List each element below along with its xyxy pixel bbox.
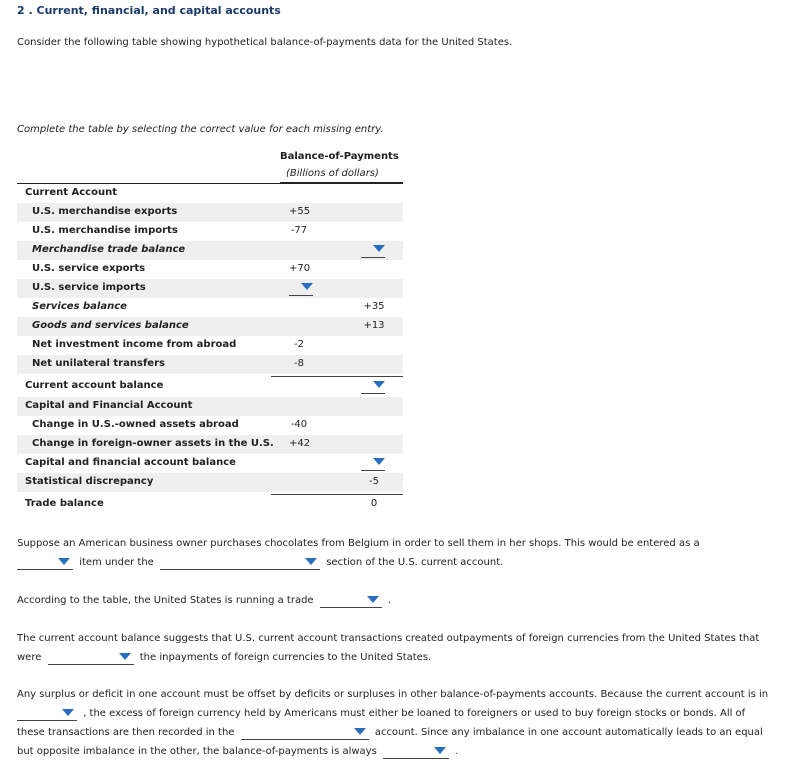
dropdown-arrow-icon: [373, 381, 385, 388]
dropdown-arrow-icon: [367, 596, 379, 603]
row-label: Goods and services balance: [32, 320, 189, 331]
table-row: [17, 473, 403, 492]
table-row: [17, 377, 403, 396]
table-row: [17, 397, 403, 416]
q1-text-1: Suppose an American business owner purchases chocolates from Belgium in order to sell them in her shops. This would be entered as a: [17, 538, 700, 549]
q1-section-dropdown[interactable]: [160, 555, 320, 570]
dropdown-arrow-icon: [373, 458, 385, 465]
table-row: [17, 241, 403, 260]
q4-always-dropdown[interactable]: [383, 744, 449, 759]
row-label: Current Account: [25, 187, 117, 198]
q1-text-3: section of the U.S. current account.: [326, 557, 504, 568]
q4-text-2: , the excess of foreign currency held by Americans must either be loaned to foreigners or used to buy foreign stocks or bonds. All of: [83, 708, 746, 719]
row-label: U.S. service exports: [32, 263, 146, 274]
dropdown-arrow-icon: [119, 653, 131, 660]
dropdown-arrow-icon: [354, 728, 366, 735]
row-value: -40: [290, 419, 308, 430]
dropdown-arrow-icon: [373, 245, 385, 252]
row-value: +35: [363, 301, 385, 312]
row-value: +70: [289, 263, 311, 274]
dropdown-arrow-icon: [301, 283, 313, 290]
capital-financial-balance-dropdown[interactable]: [361, 455, 385, 471]
table-row: [17, 435, 403, 454]
instruction-text: Complete the table by selecting the correct value for each missing entry.: [17, 124, 384, 135]
q3-text-3: the inpayments of foreign currencies to the United States.: [139, 652, 432, 663]
table-row: [17, 317, 403, 336]
row-label: Capital and financial account balance: [25, 457, 236, 468]
table-row: [17, 222, 403, 241]
row-value: -77: [290, 225, 308, 236]
table-row: [17, 203, 403, 222]
row-label: Current account balance: [25, 380, 164, 391]
row-value: 0: [370, 498, 378, 509]
table-row: [17, 355, 403, 374]
question-3: [17, 629, 760, 667]
row-label: Statistical discrepancy: [25, 476, 154, 487]
table-row: [17, 184, 403, 203]
q1-item-type-dropdown[interactable]: [17, 555, 73, 570]
question-1: [17, 534, 757, 572]
q4-text-1: Any surplus or deficit in one account must be offset by deficits or surpluses in other balance-of-payments accounts. Because the current account is in: [17, 689, 769, 700]
question-4: [17, 685, 769, 761]
current-account-balance-dropdown[interactable]: [361, 378, 385, 394]
table-header-sub: (Billions of dollars): [286, 168, 379, 179]
row-value: +42: [289, 438, 311, 449]
q4-text-3: these transactions are then recorded in the: [17, 727, 235, 738]
q2-text-1: According to the table, the United States is running a trade: [17, 595, 314, 606]
row-value: -8: [294, 358, 304, 369]
table-row: [17, 454, 403, 473]
service-imports-dropdown[interactable]: [289, 280, 313, 296]
q2-text-2: .: [387, 595, 392, 606]
question-2: [17, 591, 757, 610]
section-title: 2 . Current, financial, and capital accounts: [17, 4, 281, 17]
q4-account-dropdown[interactable]: [241, 725, 369, 740]
row-value: -5: [369, 476, 379, 487]
row-label: U.S. service imports: [32, 282, 146, 293]
row-label: Trade balance: [25, 498, 104, 509]
row-value: +13: [363, 320, 385, 331]
row-label: U.S. merchandise imports: [32, 225, 178, 236]
dropdown-arrow-icon: [58, 558, 70, 565]
row-label: Net unilateral transfers: [32, 358, 165, 369]
table-row: [17, 495, 403, 514]
q4-text-5: but opposite imbalance in the other, the balance-of-payments is always: [17, 746, 377, 757]
row-value: +55: [289, 206, 311, 217]
table-row: [17, 416, 403, 435]
row-label: Net investment income from abroad: [32, 339, 237, 350]
table-row: [17, 336, 403, 355]
q4-text-6: .: [455, 746, 459, 757]
row-label: U.S. merchandise exports: [32, 206, 178, 217]
row-label: Capital and Financial Account: [25, 400, 193, 411]
dropdown-arrow-icon: [434, 747, 446, 754]
row-label: Merchandise trade balance: [32, 244, 186, 255]
row-label: Services balance: [32, 301, 127, 312]
table-row: [17, 298, 403, 317]
q1-text-2: item under the: [79, 557, 154, 568]
dropdown-arrow-icon: [305, 558, 317, 565]
table-header-main: Balance-of-Payments: [280, 151, 399, 162]
intro-text: Consider the following table showing hypothetical balance-of-payments data for the United States.: [17, 37, 513, 48]
dropdown-arrow-icon: [62, 709, 74, 716]
row-label: Change in U.S.-owned assets abroad: [32, 419, 239, 430]
table-row: [17, 260, 403, 279]
row-label: Change in foreign-owner assets in the U.S.: [32, 438, 274, 449]
q3-text-1: The current account balance suggests that U.S. current account transactions created outpayments of foreign currencies from the United States that: [17, 633, 760, 644]
table-row: [17, 279, 403, 298]
q2-trade-dropdown[interactable]: [320, 593, 382, 608]
q4-balance-state-dropdown[interactable]: [17, 706, 77, 721]
q3-comparison-dropdown[interactable]: [48, 650, 134, 665]
q4-text-4: account. Since any imbalance in one account automatically leads to an equal: [374, 727, 763, 738]
q3-text-2: were: [17, 652, 42, 663]
merchandise-trade-balance-dropdown[interactable]: [361, 242, 385, 258]
row-value: -2: [294, 339, 304, 350]
